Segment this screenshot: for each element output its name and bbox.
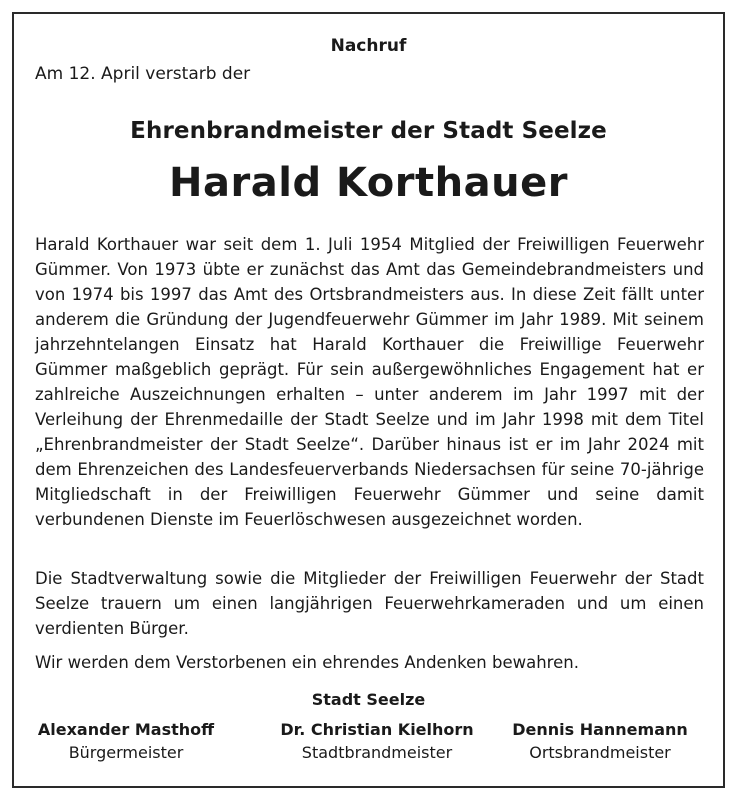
notice-heading: Nachruf [330,36,407,56]
signatory-name: Dr. Christian Kielhorn [280,720,474,739]
signatory [26,720,226,762]
signatory [500,720,700,762]
honorary-title: Ehrenbrandmeister der Stadt Seelze [130,118,607,144]
mourning-paragraph: Die Stadtverwaltung sowie die Mitglieder der Freiwilligen Feuerwehr der Stadt Seelze trauern um einen langjährigen Feuerwehrkameraden und um einen verdienten Bürger. [35,569,704,638]
signatory-role: Stadtbrandmeister [301,743,453,762]
signatory [277,720,477,762]
organization-name: Stadt Seelze [311,690,426,709]
obituary-frame [12,12,725,788]
deceased-name: Harald Korthauer [169,160,568,206]
signatory-role: Bürgermeister [68,743,184,762]
intro-text: Am 12. April verstarb der [35,64,251,84]
signatory-name: Alexander Masthoff [37,720,215,739]
biography-paragraph: Harald Korthauer war seit dem 1. Juli 1954 Mitglied der Freiwilligen Feuerwehr Gümmer. Von 1973 übte er zunächst das Amt das Gemeindebrandmeisters und von 1974 bis 1997 das Amt des Ortsbrandmeisters aus. In diese Zeit fällt unter anderem die Gründung der Jugendfeuerwehr Gümmer im Jahr 1989. Mit seinem jahrzehntelangen Einsatz hat Harald Korthauer die Freiwillige Feuerwehr Gümmer maßgeblich geprägt. Für sein außergewöhnliches Engagement hat er zahlreiche Auszeichnungen erhalten – unter anderem im Jahr 1997 mit der Verleihung der Ehrenmedaille der Stadt Seelze und im Jahr 1998 mit dem Titel „Ehrenbrandmeister der Stadt Seelze“. Darüber hinaus ist er im Jahr 2024 mit dem Ehrenzeichen des Landesfeuerverbands Niedersachsen für seine 70-jährige Mitgliedschaft in der Freiwilligen Feuerwehr Gümmer und seine damit verbundenen Dienste im Feuerlöschwesen ausgezeichnet worden. [35,235,704,529]
signatory-role: Ortsbrandmeister [529,743,671,762]
signatory-name: Dennis Hannemann [512,720,688,739]
remembrance-paragraph: Wir werden dem Verstorbenen ein ehrendes Andenken bewahren. [35,653,579,672]
